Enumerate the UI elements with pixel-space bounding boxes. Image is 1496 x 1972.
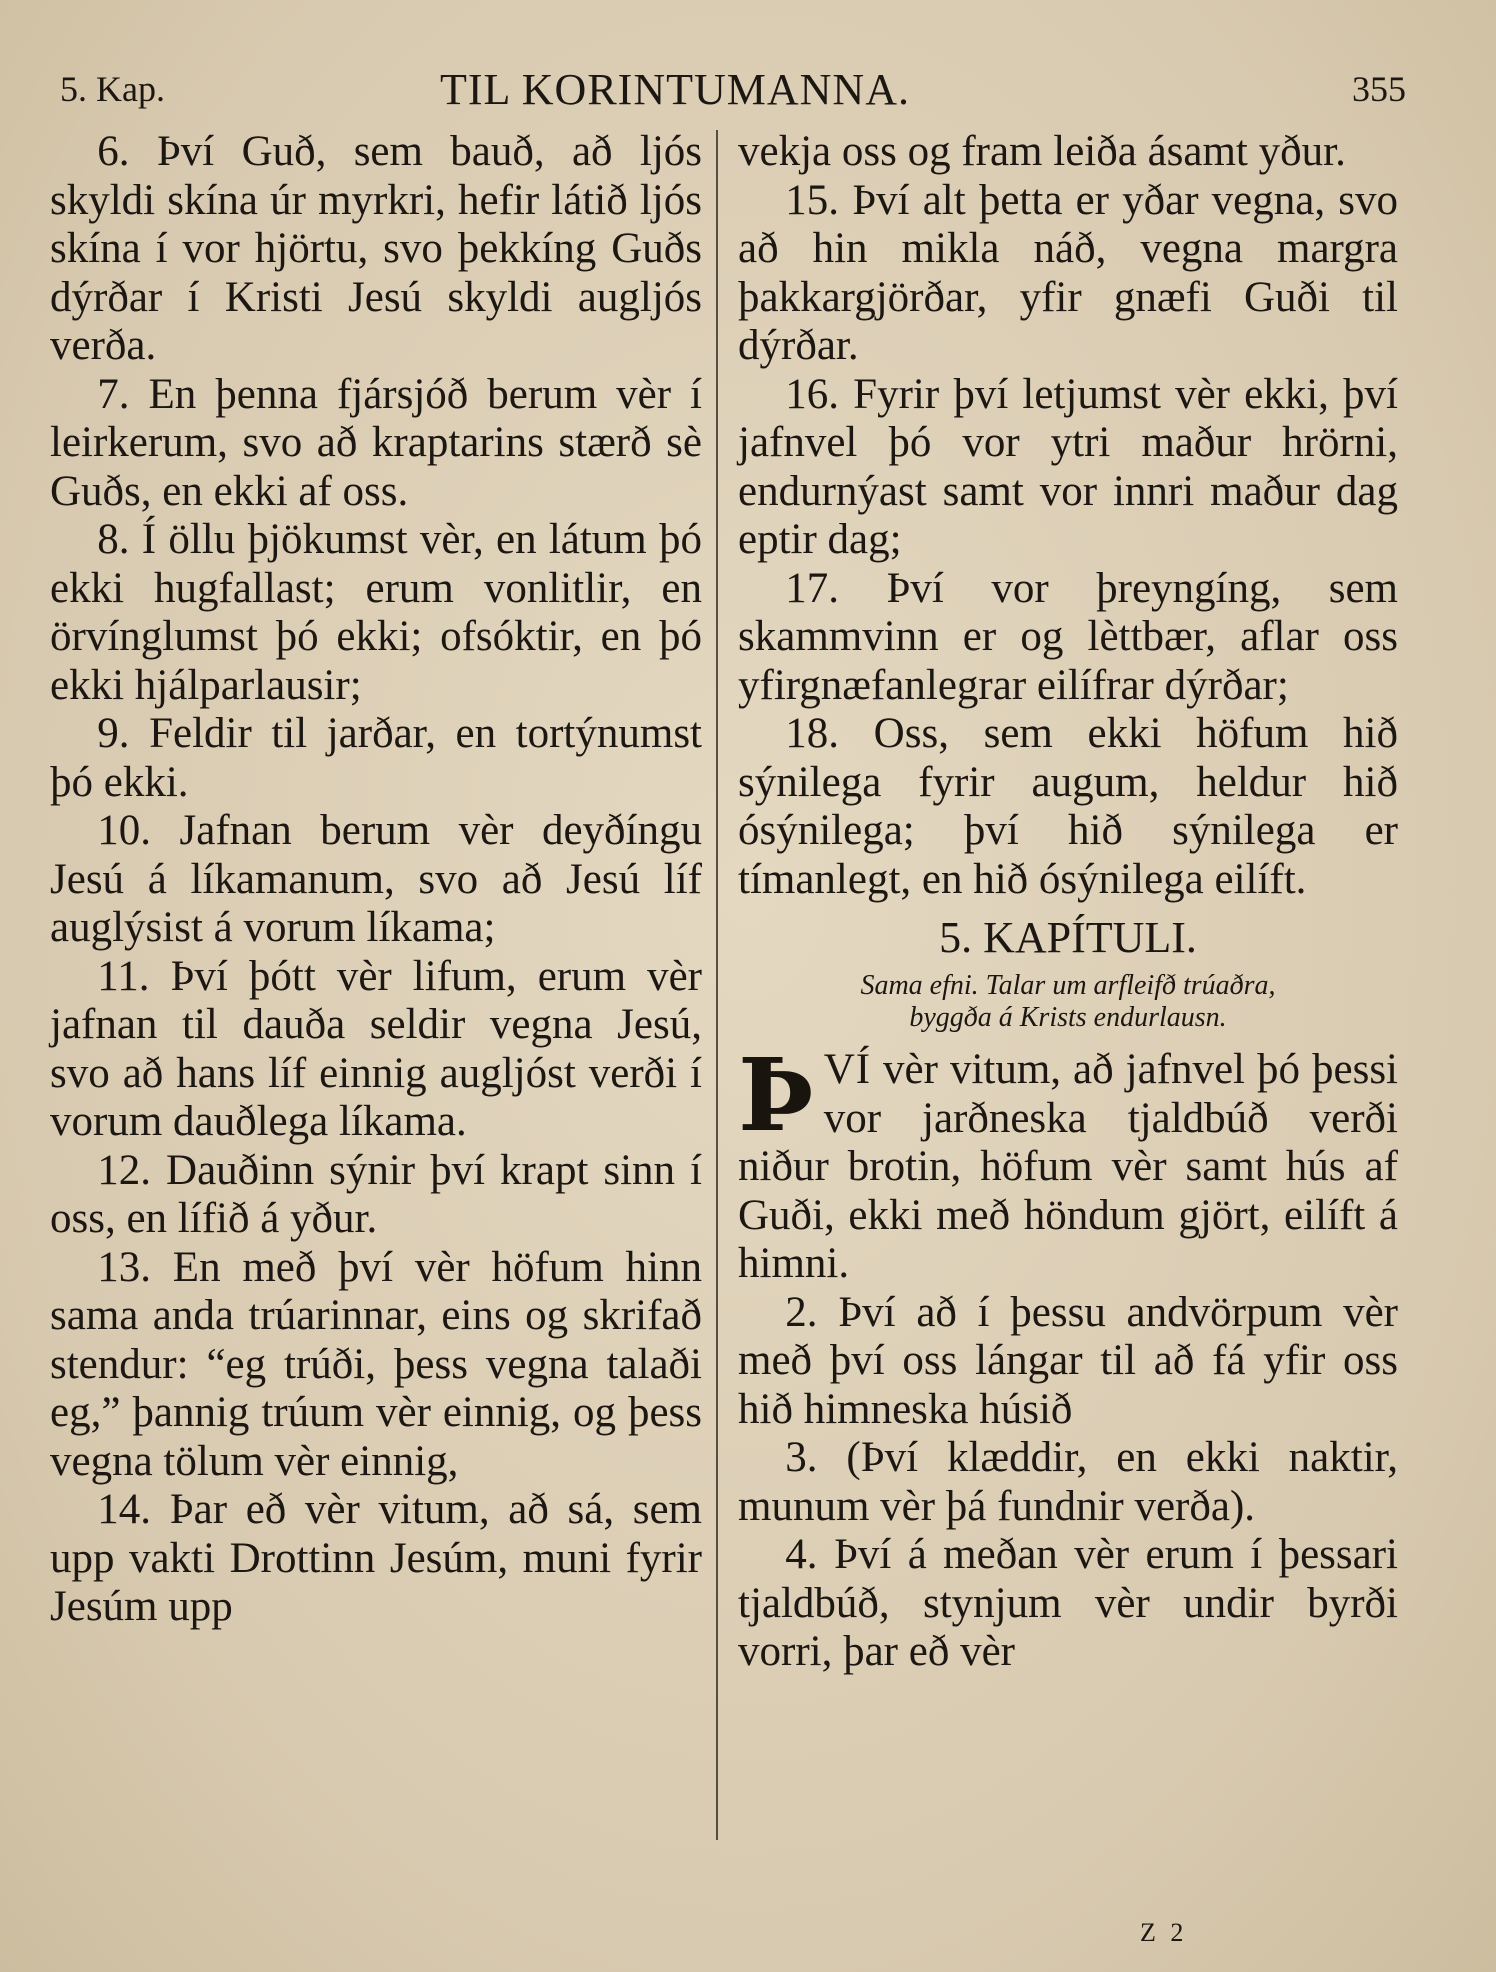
verse-17: 17. Því vor þreyngíng, sem skammvinn er og lèttbær, aflar oss yfirgnæfanlegrar eilífrar dýrðar; (738, 564, 1398, 709)
verse-7: 7. En þenna fjársjóð berum vèr í leirkerum, svo að kraptarins stærð sè Guðs, en ekki af oss. (50, 370, 702, 515)
left-column (50, 128, 702, 1632)
drop-cap-letter: Þ (738, 1036, 814, 1154)
column-rule (716, 130, 718, 1840)
opening-caps: VÍ (823, 1046, 872, 1093)
verse-12: 12. Dauðinn sýnir því krapt sinn í oss, en lífið á yður. (50, 1146, 702, 1242)
chapter-5-verse-4: 4. Því á meðan vèr erum í þessari tjaldbúð, stynjum vèr undir byrði vorri, þar eð vèr (738, 1531, 1398, 1675)
verse-11: 11. Því þótt vèr lifum, erum vèr jafnan til dauða seldir vegna Jesú, svo að hans líf einnig augljóst verði í vorum dauðlega líkama. (50, 952, 702, 1145)
running-header (0, 60, 1496, 120)
verse-15: 15. Því alt þetta er yðar vegna, svo að hin mikla náð, vegna margra þakkargjörðar, yfir gnæfi Guði til dýrðar. (738, 176, 1398, 369)
chapter-marker: 5. Kap. (60, 69, 165, 109)
chapter-summary (758, 970, 1378, 1034)
chapter-heading: 5. KAPÍTULI. (939, 913, 1197, 962)
chapter-5-verse-2: 2. Því að í þessu andvörpum vèr með því oss lángar til að fá yfir oss hið himneska húsið (738, 1288, 1398, 1433)
opening-text: vèr vitum, að jafnvel þó þessi vor jarðneska tjaldbúð verði niður brotin, höfum vèr samt hús af Guði, ekki með höndum gjört, eilíft á himni. (738, 1046, 1398, 1287)
verse-9: 9. Feldir til jarðar, en tortýnumst þó ekki. (50, 710, 702, 806)
verse-14: 14. Þar eð vèr vitum, að sá, sem upp vakti Drottinn Jesúm, muni fyrir Jesúm upp (50, 1486, 702, 1630)
chapter-5-verse-1 (738, 1036, 1398, 1289)
verse-13: 13. En með því vèr höfum hinn sama anda trúarinnar, eins og skrifað stendur: “eg trúði, þess vegna talaði eg,” þannig trúum vèr einnig, og þess vegna tölum vèr einnig, (50, 1243, 702, 1485)
verse-18: 18. Oss, sem ekki höfum hið sýnilega fyrir augum, heldur hið ósýnilega; því hið sýnilega er tímanlegt, en hið ósýnilega eilíft. (738, 710, 1398, 903)
summary-line-2: byggða á Krists endurlausn. (909, 1002, 1227, 1033)
verse-10: 10. Jafnan berum vèr deyðíngu Jesú á líkamanum, svo að Jesú líf auglýsist á vorum líkama; (50, 807, 702, 951)
page-number: 355 (1352, 69, 1406, 109)
book-title: TIL KORINTUMANNA. (440, 65, 910, 114)
verse-8: 8. Í öllu þjökumst vèr, en látum þó ekki hugfallast; erum vonlitlir, en örvínglumst þó ekki; ofsóktir, en þó ekki hjálparlausir; (50, 516, 702, 709)
chapter-5-verse-3: 3. (Því klæddir, en ekki naktir, munum vèr þá fundnir verða). (738, 1434, 1398, 1530)
signature-mark: Z 2 (1140, 1918, 1188, 1947)
right-column (738, 128, 1398, 1677)
verse-14-continued: vekja oss og fram leiða ásamt yður. (738, 128, 1346, 175)
verse-16: 16. Fyrir því letjumst vèr ekki, því jafnvel þó vor ytri maður hrörni, endurnýast samt vor innri maður dag eptir dag; (738, 370, 1398, 563)
summary-line-1: Sama efni. Talar um arfleifð trúaðra, (860, 970, 1276, 1001)
verse-6: 6. Því Guð, sem bauð, að ljós skyldi skína úr myrkri, hefir látið ljós skína í vor hjörtu, svo þekkíng Guðs dýrðar í Kristi Jesú skyldi augljós verða. (50, 128, 702, 369)
